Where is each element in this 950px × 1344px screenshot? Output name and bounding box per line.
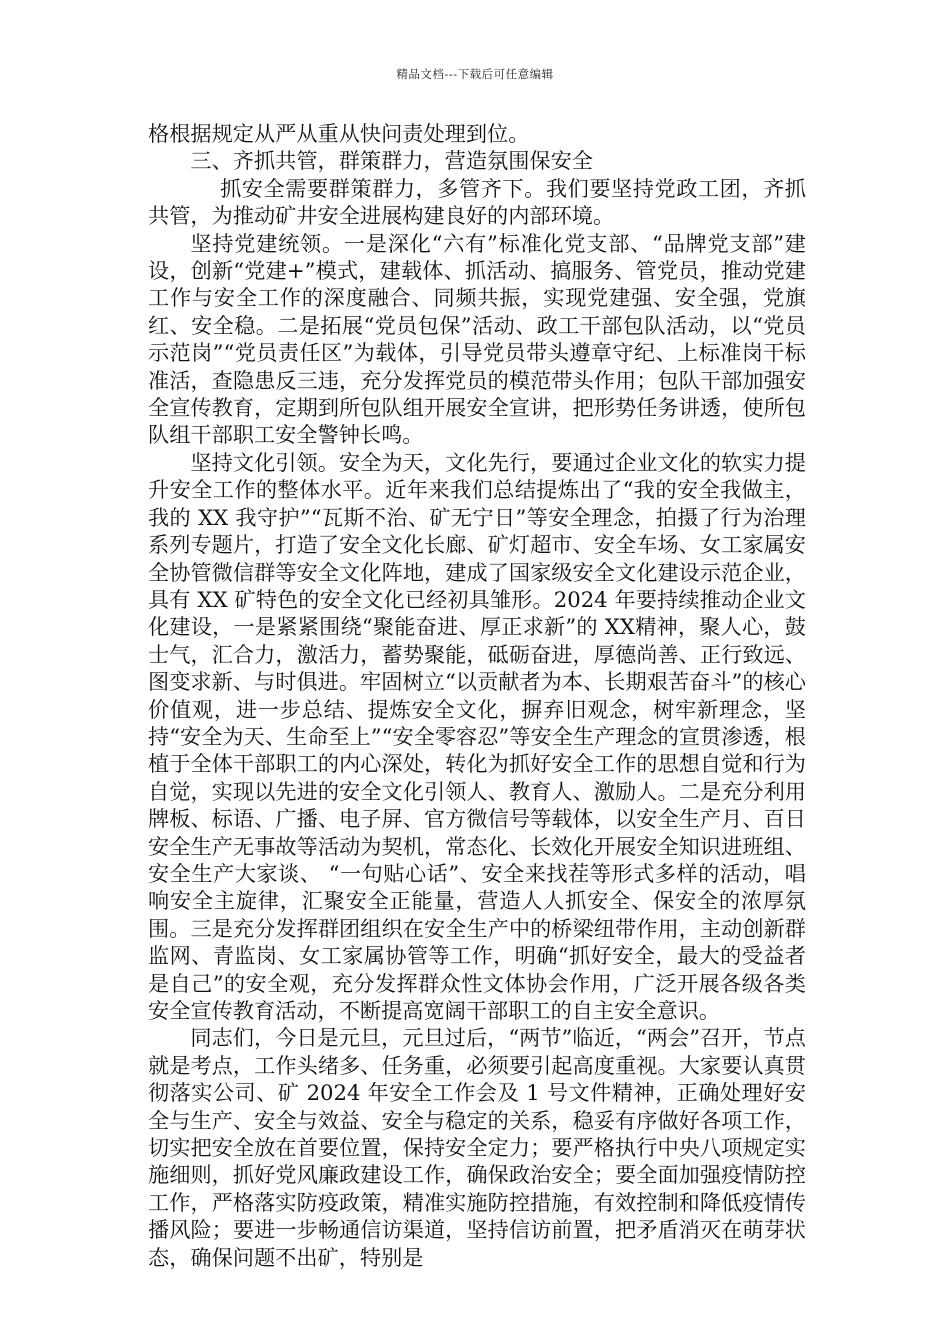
paragraph-closing: 同志们，今日是元旦，元旦过后，“两节”临近，“两会”召开，节点就是考点，工作头绪多、任务重，必须要引起高度重视。大家要认真贯彻落实公司、矿 2024 年安全工作会及 1 号文件精神，正确处理好安全与生产、安全与效益、安全与稳定的关系，稳妥有序做好各项工作，切实把安全放在首要位置，保持安全定力；要严格执行中央八项规定实施细则，抓好党风廉政建设工作，确保政治安全；要全面加强疫情防控工作，严格落实防疫政策，精准实施防控措施，有效控制和降低疫情传播风险；要进一步畅通信访渠道，坚持信访前置，把矛盾消灭在萌芽状态，确保问题不出矿，特别是: [148, 1025, 806, 1270]
section-heading: 三、齐抓共管，群策群力，营造氛围保安全: [190, 148, 593, 174]
document-body: [148, 120, 806, 1271]
paragraph-continuation: 格根据规定从严从重从快问责处理到位。: [148, 121, 530, 146]
page-header: 精品文档---下载后可任意编辑: [396, 67, 554, 81]
paragraph-culture-leadership: 坚持文化引领。安全为天，文化先行，要通过企业文化的软实力提升安全工作的整体水平。近年来我们总结提炼出了“我的安全我做主，我的 XX 我守护”“瓦斯不治、矿无宁日”等安全理念，拍摄了行为治理系列专题片，打造了安全文化长廊、矿灯超市、安全车场、女工家属安全协管微信群等安全文化阵地，建成了国家级安全文化建设示范企业，具有 XX 矿特色的安全文化已经初具雏形。2024 年要持续推动企业文化建设，一是紧紧围绕“聚能奋进、厚正求新”的 XX精神，聚人心，鼓士气，汇合力，激活力，蓄势聚能，砥砺奋进，厚德尚善、正行致远、图变求新、与时俱进。牢固树立“以贡献者为本、长期艰苦奋斗”的核心价值观，进一步总结、提炼安全文化，摒弃旧观念，树牢新理念，坚持“安全为天、生命至上”“安全零容忍”等安全生产理念的宣贯渗透，根植于全体干部职工的内心深处，转化为抓好安全工作的思想自觉和行为自觉，实现以先进的安全文化引领人、教育人、激励人。二是充分利用牌板、标语、广播、电子屏、官方微信号等载体，以安全生产月、百日安全生产无事故等活动为契机，常态化、长效化开展安全知识进班组、安全生产大家谈、 “一句贴心话”、安全来找茬等形式多样的活动，唱响安全主旋律，汇聚安全正能量，营造人人抓安全、保安全的浓厚氛围。三是充分发挥群团组织在安全生产中的桥梁纽带作用，主动创新群监网、青监岗、女工家属协管等工作，明确“抓好安全，最大的受益者是自己”的安全观，充分发挥群众性文体协会作用，广泛开展各级各类安全宣传教育活动，不断提高宽阔干部职工的自主安全意识。: [148, 449, 806, 1023]
paragraph-intro: 抓安全需要群策群力，多管齐下。我们要坚持党政工团，齐抓共管，为推动矿井安全进展构建良好的内部环境。: [148, 175, 806, 229]
paragraph-party-leadership: 坚持党建统领。一是深化“六有”标准化党支部、“品牌党支部”建设，创新“党建+”模式，建载体、抓活动、搞服务、管党员，推动党建工作与安全工作的深度融合、同频共振，实现党建强、安全强，党旗红、安全稳。二是拓展“党员包保”活动、政工干部包队活动，以“党员示范岗”“党员责任区”为载体，引导党员带头遵章守纪、上标准岗干标准活，查隐患反三违，充分发挥党员的模范带头作用；包队干部加强安全宣传教育，定期到所包队组开展安全宣讲，把形势任务讲透，使所包队组干部职工安全警钟长鸣。: [148, 230, 806, 448]
